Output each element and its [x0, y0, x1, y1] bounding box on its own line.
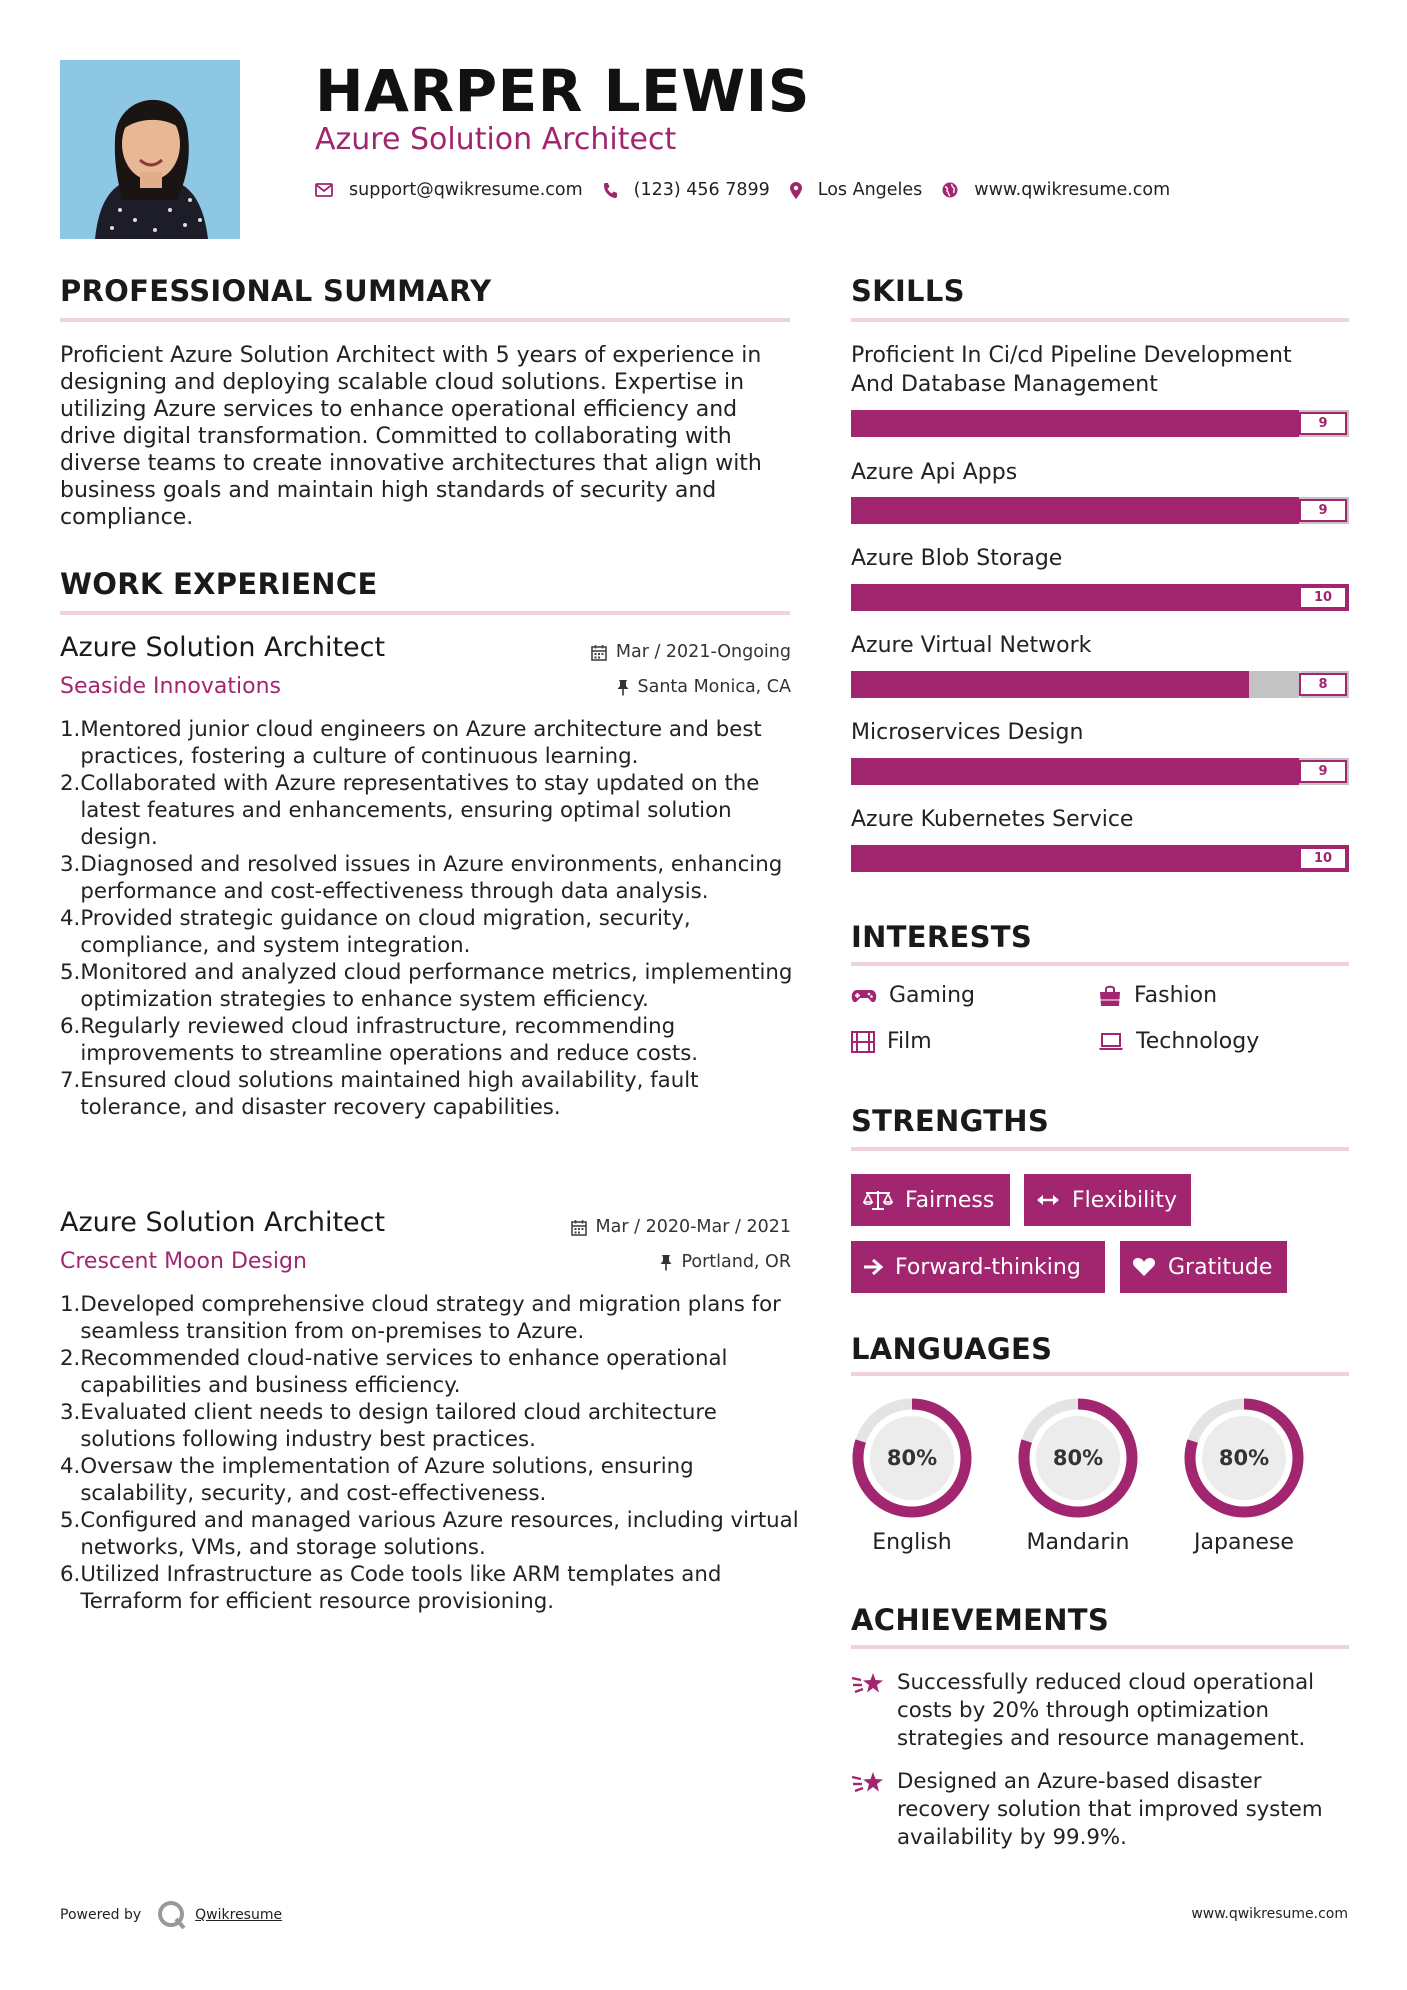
job-title: Azure Solution Architect [60, 1207, 386, 1238]
list-item-text: Utilized Infrastructure as Code tools like ARM templates and Terraform for efficient resource provisioning. [80, 1562, 722, 1614]
achievement-item [851, 1768, 1351, 1852]
skill-level-badge: 10 [1299, 847, 1347, 870]
language-name: Mandarin [1026, 1530, 1130, 1555]
skill-name: Microservices Design [851, 720, 1084, 745]
skill-bar [851, 671, 1349, 698]
list-item-text: Ensured cloud solutions maintained high availability, fault tolerance, and disaster recovery capabilities. [80, 1068, 699, 1120]
contact-email[interactable] [315, 180, 583, 200]
skill-level-badge: 9 [1299, 499, 1347, 522]
language-percent-label: 80% [886, 1446, 938, 1470]
interests-divider [851, 962, 1349, 966]
job-dates [591, 642, 791, 662]
skills-divider [851, 318, 1349, 322]
list-item-text: Mentored junior cloud engineers on Azure architecture and best practices, fostering a culture of continuous learning. [80, 717, 762, 769]
skill-bar-fill [851, 410, 1299, 437]
list-item-text: Oversaw the implementation of Azure solutions, ensuring scalability, security, and cost-effectiveness. [80, 1454, 694, 1506]
skill-bar-fill [851, 758, 1299, 785]
language-ring [1179, 1393, 1309, 1523]
candidate-title: Azure Solution Architect [315, 122, 677, 157]
list-item: 5. Monitored and analyzed cloud performance metrics, implementing optimization strategies to enhance system efficiency. [60, 959, 800, 1013]
achievement-item [851, 1669, 1351, 1753]
summary-heading: PROFESSIONAL SUMMARY [60, 274, 492, 308]
contact-phone[interactable] [603, 180, 770, 200]
skills-heading: SKILLS [851, 274, 965, 308]
candidate-name: HARPER LEWIS [315, 57, 810, 125]
language-percent-label: 80% [1218, 1446, 1270, 1470]
skill-level-badge: 9 [1299, 412, 1347, 435]
skill-bar [851, 584, 1349, 611]
phone-icon [603, 182, 618, 199]
experience-heading: WORK EXPERIENCE [60, 567, 378, 601]
skill-name: Proficient In Ci/cd Pipeline Development And Database Management [851, 343, 1292, 397]
experience-divider [60, 611, 790, 615]
contact-website[interactable] [942, 180, 1170, 200]
interest-label: Fashion [1134, 983, 1218, 1008]
list-item-text: Monitored and analyzed cloud performance metrics, implementing optimization strategies to enhance system efficiency. [80, 960, 793, 1012]
language-ring [847, 1393, 977, 1523]
skill-bar [851, 758, 1349, 785]
strength-chip [851, 1241, 1105, 1293]
contact-location-text: Los Angeles [817, 180, 923, 200]
job-responsibilities [60, 1291, 800, 1615]
job-responsibilities [60, 716, 800, 1121]
list-item: 6. Regularly reviewed cloud infrastructure, recommending improvements to streamline operations and reduce costs. [60, 1013, 800, 1067]
film-icon [851, 1031, 875, 1053]
achievement-text: Successfully reduced cloud operational costs by 20% through optimization strategies and resource management. [897, 1670, 1315, 1751]
contact-website-text: www.qwikresume.com [974, 180, 1171, 200]
job-location [617, 677, 792, 697]
strength-label: Flexibility [1072, 1187, 1177, 1213]
skill-name: Azure Virtual Network [851, 633, 1092, 658]
footer-powered-by [60, 1900, 282, 1930]
shooting-star-icon [851, 1671, 885, 1697]
contact-phone-text: (123) 456 7899 [633, 180, 770, 200]
job-dates-text: Mar / 2020-Mar / 2021 [595, 1217, 791, 1237]
qwikresume-link[interactable]: Qwikresume [195, 1907, 283, 1923]
list-item-text: Developed comprehensive cloud strategy and migration plans for seamless transition from on-premises to Azure. [80, 1292, 781, 1344]
languages-heading: LANGUAGES [851, 1332, 1053, 1366]
job-title: Azure Solution Architect [60, 632, 386, 663]
list-item: 7. Ensured cloud solutions maintained high availability, fault tolerance, and disaster recovery capabilities. [60, 1067, 800, 1121]
list-item-text: Collaborated with Azure representatives to stay updated on the latest features and enhancements, ensuring optimal solution design. [80, 771, 760, 850]
job-company: Crescent Moon Design [60, 1249, 307, 1274]
language-name: English [872, 1530, 952, 1555]
achievement-text: Designed an Azure-based disaster recovery solution that improved system availability by 99.9%. [897, 1769, 1323, 1850]
list-item: 1. Mentored junior cloud engineers on Azure architecture and best practices, fostering a culture of continuous learning. [60, 716, 800, 770]
job-location [660, 1252, 791, 1272]
strengths-heading: STRENGTHS [851, 1104, 1050, 1138]
list-item: 4. Provided strategic guidance on cloud migration, security, compliance, and system integration. [60, 905, 800, 959]
job-dates [571, 1217, 791, 1237]
skill-bar [851, 497, 1349, 524]
envelope-icon [315, 183, 333, 197]
list-item: 2. Collaborated with Azure representatives to stay updated on the latest features and enhancements, ensuring optimal solution design. [60, 770, 800, 851]
shopping-bag-icon [1098, 985, 1122, 1007]
contact-location [790, 180, 923, 200]
list-item-text: Provided strategic guidance on cloud migration, security, compliance, and system integration. [80, 906, 691, 958]
skill-name: Azure Blob Storage [851, 546, 1063, 571]
list-item-text: Diagnosed and resolved issues in Azure environments, enhancing performance and cost-effectiveness through data analysis. [80, 852, 783, 904]
skill-level-badge: 10 [1299, 586, 1347, 609]
job-company: Seaside Innovations [60, 674, 281, 699]
calendar-icon [591, 644, 607, 661]
skill-level-badge: 8 [1299, 673, 1347, 696]
job-dates-text: Mar / 2021-Ongoing [615, 642, 791, 662]
skill-name: Azure Api Apps [851, 460, 1018, 485]
pushpin-icon [617, 679, 629, 696]
skill-bar-fill [851, 671, 1249, 698]
contact-email-text: support@qwikresume.com [349, 180, 583, 200]
language-ring [1013, 1393, 1143, 1523]
interest-label: Technology [1136, 1029, 1260, 1054]
calendar-icon [571, 1219, 587, 1236]
shooting-star-icon [851, 1770, 885, 1796]
heart-icon [1132, 1257, 1156, 1277]
interest-label: Film [887, 1029, 932, 1054]
list-item: 6. Utilized Infrastructure as Code tools like ARM templates and Terraform for efficient resource provisioning. [60, 1561, 800, 1615]
globe-icon [942, 182, 958, 198]
interest-item [1098, 983, 1217, 1008]
list-item: 3. Diagnosed and resolved issues in Azure environments, enhancing performance and cost-effectiveness through data analysis. [60, 851, 800, 905]
qwikresume-logo-icon [157, 1900, 187, 1930]
map-marker-icon [790, 182, 802, 199]
strength-chip [851, 1174, 1010, 1226]
footer-website[interactable]: www.qwikresume.com [1191, 1906, 1348, 1922]
strength-label: Gratitude [1168, 1254, 1273, 1280]
list-item-text: Regularly reviewed cloud infrastructure, recommending improvements to streamline operations and reduce costs. [80, 1014, 699, 1066]
strength-label: Forward-thinking [895, 1254, 1081, 1280]
strength-chip [1120, 1241, 1287, 1293]
skill-level-badge: 9 [1299, 760, 1347, 783]
strength-chip [1024, 1174, 1191, 1226]
gamepad-icon [851, 988, 877, 1004]
interest-item [851, 983, 975, 1008]
strengths-divider [851, 1147, 1349, 1151]
list-item-text: Recommended cloud-native services to enhance operational capabilities and business efficiency. [80, 1346, 728, 1398]
skill-bar [851, 410, 1349, 437]
language-name: Japanese [1194, 1530, 1294, 1555]
laptop-icon [1098, 1033, 1124, 1051]
arrow-right-icon [863, 1258, 883, 1276]
job-location-text: Santa Monica, CA [637, 677, 791, 697]
interest-label: Gaming [889, 983, 975, 1008]
list-item: 5. Configured and managed various Azure resources, including virtual networks, VMs, and storage solutions. [60, 1508, 799, 1560]
summary-divider [60, 318, 790, 322]
balance-scale-icon [863, 1189, 893, 1211]
list-item-text: Evaluated client needs to design tailored cloud architecture solutions following industry best practices. [80, 1400, 717, 1452]
skill-bar-fill [851, 584, 1349, 611]
list-item: 3. Evaluated client needs to design tailored cloud architecture solutions following industry best practices. [60, 1399, 800, 1453]
interest-item [851, 1029, 932, 1054]
profile-photo [60, 60, 240, 239]
list-item: 2. Recommended cloud-native services to enhance operational capabilities and business efficiency. [60, 1345, 800, 1399]
interest-item [1098, 1029, 1259, 1054]
skill-bar [851, 845, 1349, 872]
list-item: 1. Developed comprehensive cloud strategy and migration plans for seamless transition from on-premises to Azure. [60, 1291, 800, 1345]
list-item-text: Configured and managed various Azure resources, including virtual networks, VMs, and storage solutions. [80, 1508, 799, 1560]
skill-bar-fill [851, 497, 1299, 524]
languages-divider [851, 1372, 1349, 1376]
skill-bar-fill [851, 845, 1349, 872]
strength-label: Fairness [905, 1187, 995, 1213]
job-location-text: Portland, OR [681, 1252, 791, 1272]
pushpin-icon [660, 1254, 672, 1271]
achievements-heading: ACHIEVEMENTS [851, 1603, 1110, 1637]
list-item: 4. Oversaw the implementation of Azure solutions, ensuring scalability, security, and cost-effectiveness. [60, 1453, 800, 1507]
powered-by-label: Powered by [60, 1907, 142, 1923]
contact-bar [315, 180, 1190, 200]
achievements-divider [851, 1645, 1349, 1649]
arrows-horizontal-icon [1036, 1193, 1060, 1207]
summary-text: Proficient Azure Solution Architect with 5 years of experience in designing and deploying scalable cloud solutions. Expertise in utilizing Azure services to enhance operational efficiency and drive digital transformation. Committed to collaborating with diverse teams to create innovative architectures that align with business goals and maintain high standards of security and compliance. [60, 343, 762, 530]
interests-heading: INTERESTS [851, 920, 1033, 954]
skill-name: Azure Kubernetes Service [851, 807, 1134, 832]
language-percent-label: 80% [1052, 1446, 1104, 1470]
